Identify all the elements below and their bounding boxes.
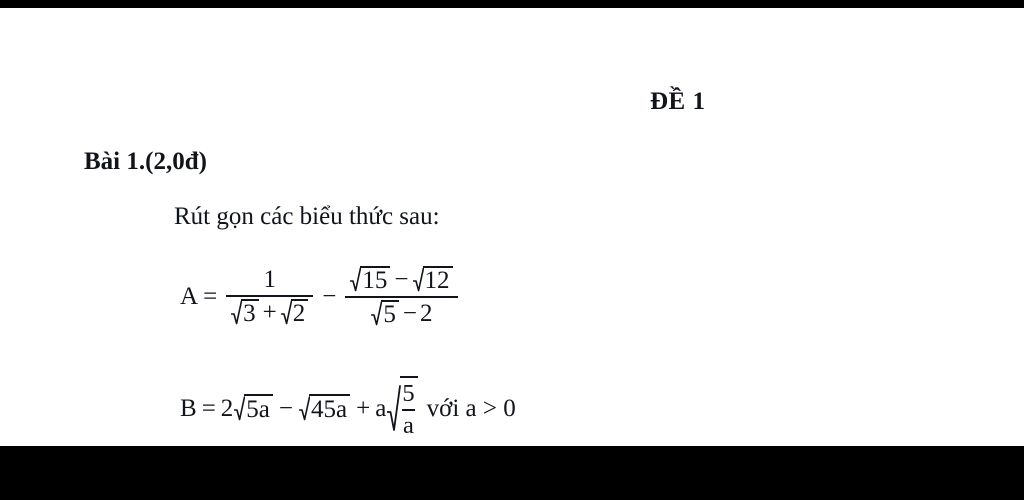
radical-sign-icon	[234, 393, 245, 423]
radical-sign-icon	[371, 299, 382, 327]
sqrt-12	[413, 266, 453, 294]
exercise-heading: Bài 1.(2,0đ)	[84, 148, 207, 175]
document-page	[0, 8, 1024, 446]
expression-b-minus: −	[278, 394, 294, 422]
fraction-1-den-operator: +	[262, 299, 277, 327]
expression-b	[180, 376, 516, 441]
sqrt-5-over-a	[387, 376, 417, 441]
sqrt-15	[350, 266, 390, 294]
fraction-2-bar	[345, 296, 457, 298]
expression-a	[180, 266, 462, 329]
fraction-2	[345, 266, 457, 329]
fraction-1-denominator	[226, 299, 313, 327]
sqrt-3	[231, 299, 259, 327]
sqrt-5	[371, 300, 399, 328]
inner-fraction	[402, 380, 414, 440]
page-title: ĐỀ 1	[650, 88, 706, 115]
fraction-2-denominator	[366, 300, 436, 328]
sqrt-12-radicand: 12	[423, 266, 453, 294]
fraction-2-den-term: 2	[420, 300, 433, 328]
radical-sign-icon	[350, 265, 361, 293]
sqrt-5-radicand: 5	[381, 300, 399, 328]
radical-sign-icon	[281, 298, 292, 326]
sqrt-2	[281, 299, 309, 327]
sqrt-45a-radicand: 45a	[309, 394, 350, 424]
expression-b-coefficient-2: a	[375, 394, 387, 422]
inner-fraction-numerator: 5	[402, 380, 415, 407]
expression-b-plus: +	[356, 394, 371, 422]
expression-a-equals: =	[203, 283, 218, 311]
fraction-1	[226, 267, 313, 328]
expression-b-label: B	[180, 394, 197, 422]
sqrt-5a-radicand: 5a	[244, 394, 273, 424]
sqrt-15-radicand: 15	[360, 266, 390, 294]
radical-sign-icon	[231, 298, 242, 326]
sqrt-2-radicand: 2	[291, 299, 309, 327]
radical-sign-icon	[387, 375, 401, 440]
fraction-2-den-operator: −	[402, 300, 417, 328]
radical-sign-icon	[299, 393, 310, 423]
sqrt-5-over-a-radicand	[400, 376, 417, 441]
expression-a-label: A	[180, 283, 199, 311]
fraction-2-num-operator: −	[394, 266, 409, 293]
fraction-1-bar	[226, 295, 313, 297]
inner-fraction-bar	[402, 409, 414, 411]
fraction-2-numerator	[345, 266, 457, 294]
expression-b-condition: với a > 0	[426, 394, 516, 422]
expression-a-minus: −	[322, 283, 337, 311]
sqrt-45a	[299, 394, 350, 424]
exercise-instruction: Rút gọn các biểu thức sau:	[174, 203, 440, 230]
fraction-1-numerator: 1	[263, 266, 276, 293]
radical-sign-icon	[413, 265, 424, 293]
sqrt-3-radicand: 3	[241, 299, 259, 327]
sqrt-5a	[234, 394, 273, 424]
expression-b-equals: =	[201, 394, 216, 422]
expression-b-coefficient-1: 2	[220, 394, 234, 422]
inner-fraction-denominator: a	[403, 412, 414, 439]
